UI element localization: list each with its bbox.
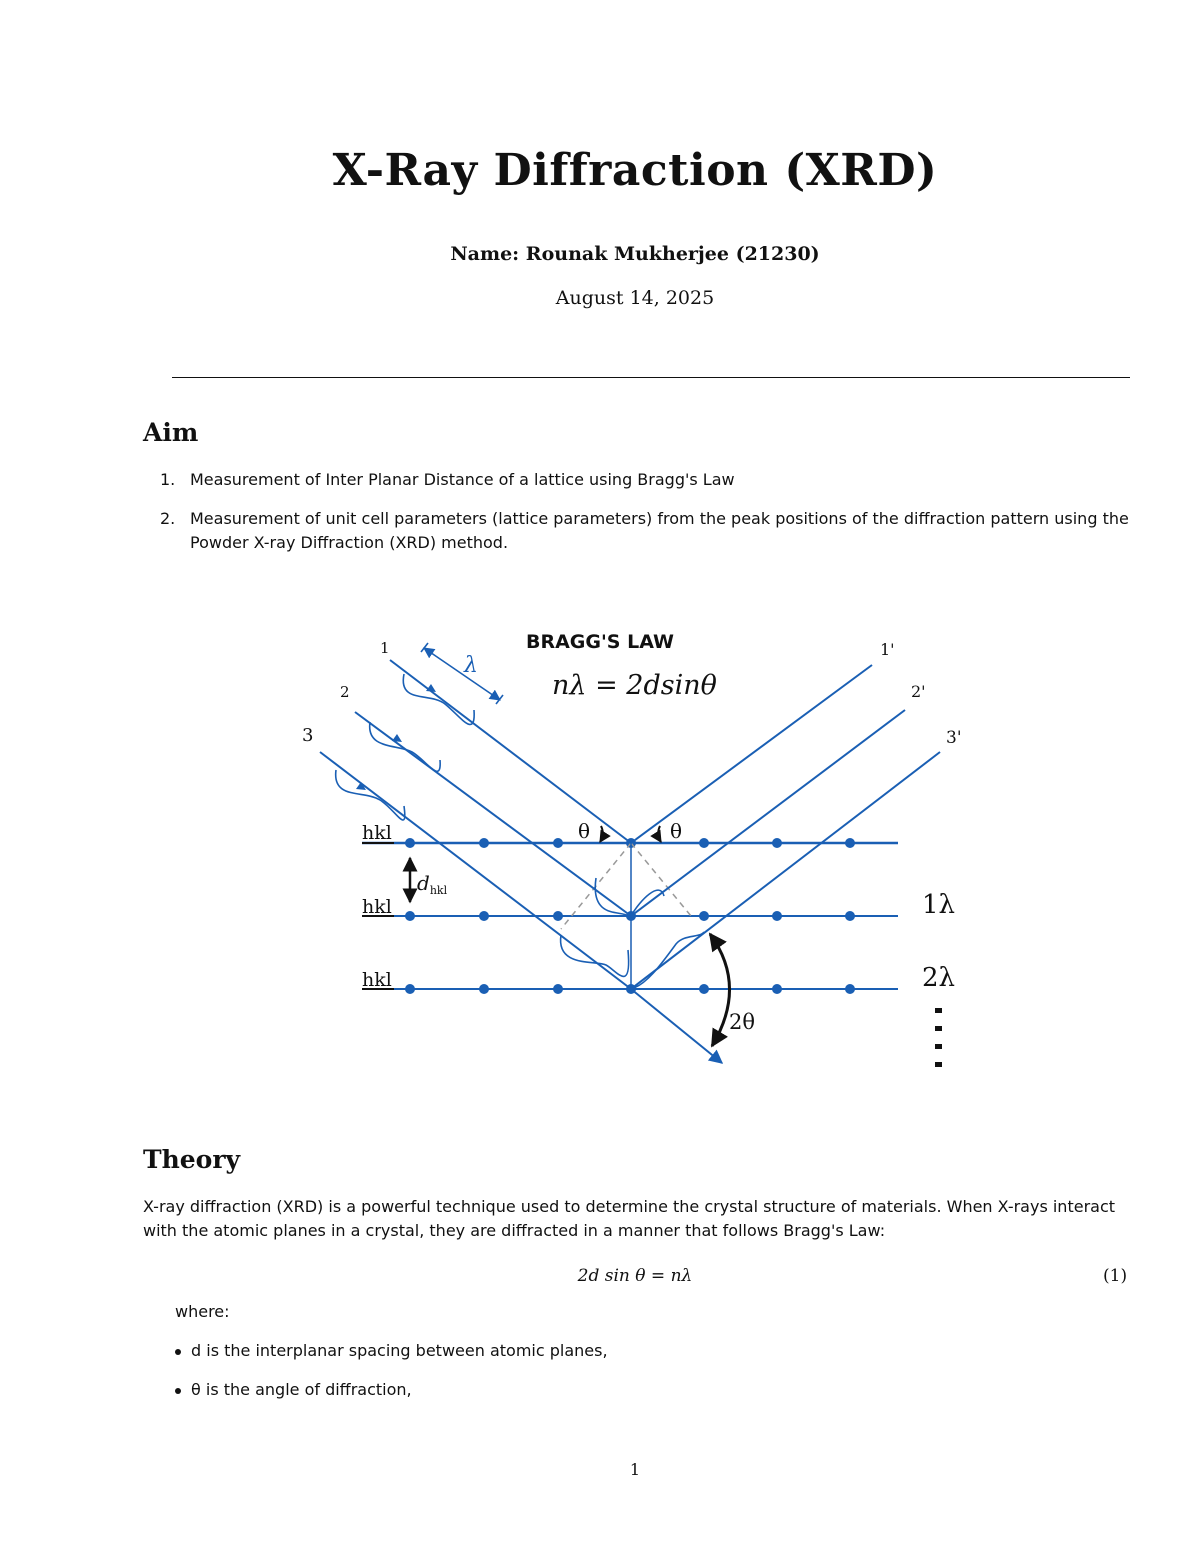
atom-point [405, 984, 415, 994]
aim-heading: Aim [143, 418, 199, 447]
incident-label-1: 1 [380, 639, 390, 657]
bragg-equation: 2d sin θ = nλ [577, 1266, 693, 1286]
bragg-law-figure [290, 620, 990, 1080]
bullet-marker [175, 1388, 181, 1394]
figure-formula: nλ = 2dsinθ [552, 670, 717, 701]
continuation-dots [935, 1008, 942, 1067]
figure-title: BRAGG'S LAW [525, 631, 675, 653]
author-name: Name: Rounak Mukherjee (21230) [450, 243, 820, 265]
aim-item-number: 2. [160, 509, 176, 528]
atom-point [845, 838, 855, 848]
atom-point [699, 984, 709, 994]
atom-point [405, 911, 415, 921]
reflected-ray-3 [631, 752, 940, 989]
title-divider [172, 377, 1130, 378]
plane-label-2: hkl [362, 896, 392, 918]
atom-point [553, 984, 563, 994]
incident-label-3: 3 [302, 725, 314, 746]
plane-label-3: hkl [362, 969, 392, 991]
hkl-underlines [362, 843, 394, 989]
theta-label-right: θ [670, 819, 683, 843]
incident-rays [320, 660, 722, 1063]
atom-point [553, 911, 563, 921]
theta-label-left: θ [578, 819, 591, 843]
incident-ray-3 [320, 752, 631, 989]
wavelength-indicator [421, 643, 503, 704]
aim-item-2 [160, 507, 1130, 557]
aim-item-text: Measurement of Inter Planar Distance of a lattice using Bragg's Law [190, 470, 735, 489]
aim-item-text: Measurement of unit cell parameters (lattice parameters) from the peak positions of the diffraction pattern using the Powder X-ray Diffraction (XRD) method. [190, 509, 1129, 552]
atom-point [479, 838, 489, 848]
atom-point [553, 838, 563, 848]
spacing-label: $d_{hkl}$ [417, 871, 448, 897]
where-label: where: [175, 1302, 230, 1321]
atom-point [772, 984, 782, 994]
incident-label-2: 2 [340, 683, 350, 701]
wavelength-label: λ [464, 653, 478, 678]
atom-point [699, 911, 709, 921]
transmitted-ray [631, 989, 722, 1063]
bullet-marker [175, 1349, 181, 1355]
document-date: August 14, 2025 [555, 287, 715, 309]
theory-heading: Theory [143, 1145, 241, 1174]
theory-paragraph: X-ray diffraction (XRD) is a powerful technique used to determine the crystal structure of materials. When X-rays interact with the atomic planes in a crystal, they are diffracted in a manner that follows Bragg's Law: [143, 1197, 1116, 1240]
reflected-label-2: 2' [911, 682, 926, 701]
theta-arc-right [658, 826, 661, 842]
page-title: X-Ray Diffraction (XRD) [332, 145, 938, 196]
plane-label-1: hkl [362, 822, 392, 844]
list-item-text: d is the interplanar spacing between atomic planes, [191, 1341, 608, 1360]
aim-item-number: 1. [160, 470, 176, 489]
reflected-label-3: 3' [946, 728, 962, 748]
atom-point [405, 838, 415, 848]
reflected-label-1: 1' [880, 640, 895, 659]
order-label-2: 2λ [922, 963, 956, 993]
theta-arc-left [600, 826, 603, 842]
list-item-text: θ is the angle of diffraction, [191, 1380, 412, 1399]
equation-number: (1) [1103, 1266, 1128, 1286]
order-label-1: 1λ [922, 890, 956, 920]
atom-point [772, 838, 782, 848]
atom-point [845, 911, 855, 921]
two-theta-label: 2θ [729, 1010, 756, 1034]
atom-point [479, 984, 489, 994]
atom-point [845, 984, 855, 994]
atom-point [772, 911, 782, 921]
aim-item-1 [160, 468, 1130, 494]
atom-point [479, 911, 489, 921]
direction-arrows [356, 684, 436, 790]
page-number: 1 [629, 1460, 641, 1479]
atom-point [699, 838, 709, 848]
